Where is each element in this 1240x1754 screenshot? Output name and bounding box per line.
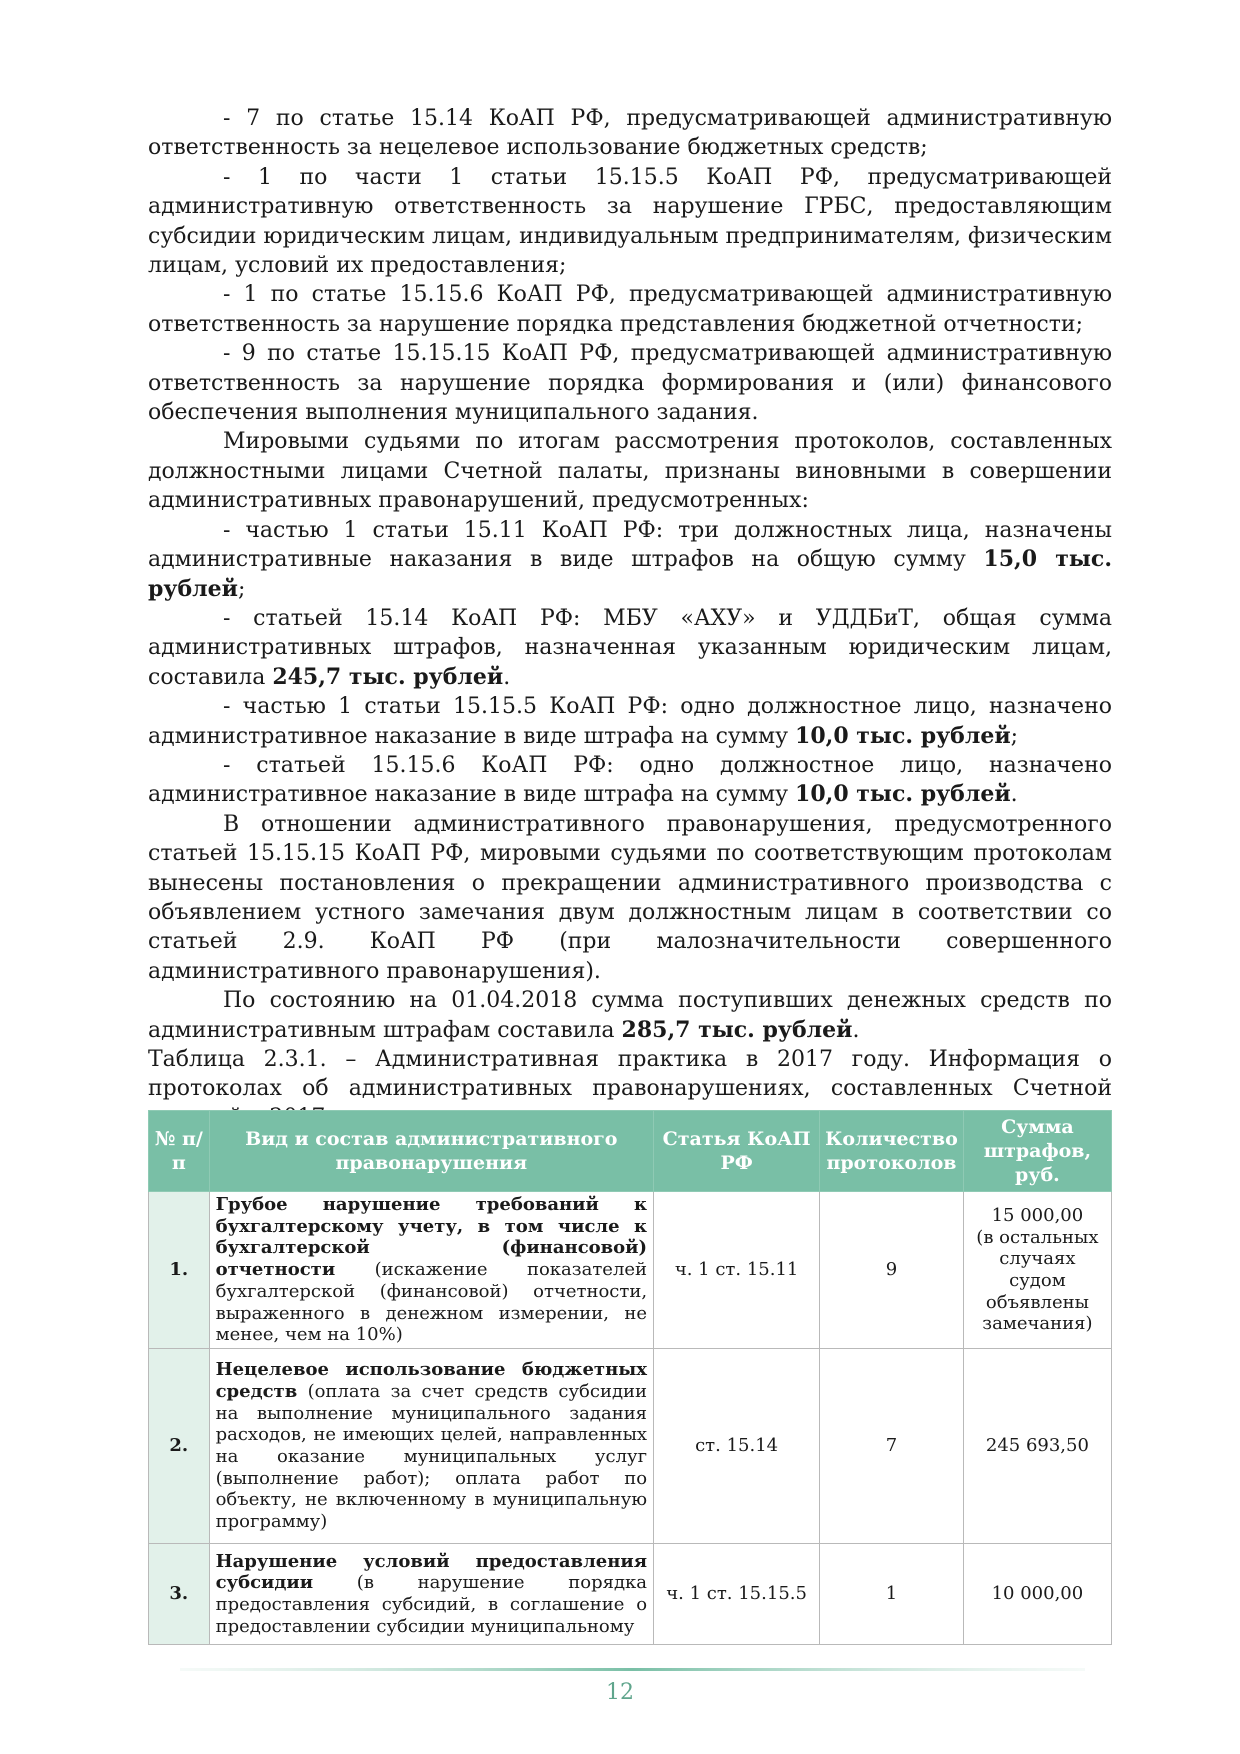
header-count: Количество протоколов [820, 1111, 964, 1192]
table-header-row [149, 1111, 1112, 1192]
header-type: Вид и состав административного правонарушения [209, 1111, 653, 1192]
body-paragraph [148, 751, 1112, 810]
paragraph-text: По состоянию на 01.04.2018 сумма поступивших денежных средств по административным штрафам составила [148, 988, 1112, 1043]
violation-details: (в нарушение порядка предоставления субсидий, в соглашение о предоставлении субсидии муниципальному [215, 1572, 648, 1637]
table-row [149, 1348, 1112, 1543]
article-cell: ч. 1 ст. 15.15.5 [654, 1543, 820, 1644]
sum-cell [963, 1192, 1111, 1349]
paragraph-text: - статьей 15.14 КоАП РФ: МБУ «АХУ» и УДДБиТ, общая сумма административных штрафов, назначенная указанным юридическим лицам, составила [148, 605, 1112, 690]
body-paragraph [148, 810, 1112, 986]
page-number: 12 [606, 1680, 634, 1705]
paragraph-text: ; [237, 576, 246, 602]
violation-details: (искажение показателей бухгалтерской (финансовой) отчетности, выраженного в денежном измерении, не менее, чем на 10%) [215, 1259, 648, 1346]
body-paragraph [148, 986, 1112, 1045]
paragraph-text: - 7 по статье 15.14 КоАП РФ, предусматривающей административную ответственность за нецелевое использование бюджетных средств; [148, 106, 1112, 161]
protocols-table [148, 1110, 1112, 1645]
count-cell: 7 [820, 1348, 964, 1543]
paragraph-text: . [503, 664, 511, 690]
body-paragraph [148, 163, 1112, 281]
paragraph-text: ; [1010, 723, 1019, 749]
row-number: 3. [149, 1543, 210, 1644]
paragraph-text: - 9 по статье 15.15.15 КоАП РФ, предусматривающей административную ответственность за нарушение порядка формирования и (или) финансового обеспечения выполнения муниципального задания. [148, 341, 1112, 426]
bold-amount: 285,7 тыс. рублей [621, 1016, 853, 1043]
violation-description [209, 1543, 653, 1644]
paragraph-text: Мировыми судьями по итогам рассмотрения протоколов, составленных должностными лицами Счетной палаты, признаны виновными в совершении административных правонарушений, предусмотренных: [148, 429, 1112, 514]
violation-details: (оплата за счет средств субсидии на выполнение муниципального задания расходов, не имеющих целей, направленных на оказание муниципальных услуг (выполнение работ); оплата работ по объекту, не включенному в муниципальную программу) [215, 1380, 648, 1533]
paragraph-text: . [1010, 782, 1018, 808]
paragraph-text: В отношении административного правонарушения, предусмотренного статьей 15.15.15 КоАП РФ, мировыми судьями по соответствующим протоколам вынесены постановления о прекращении административного производства с объявлением устного замечания двум должностным лицам в соответствии со статьей 2.9. КоАП РФ (при малозначительности совершенного административного правонарушения). [148, 811, 1112, 984]
bold-amount: 15,0 тыс. рублей [148, 546, 1112, 602]
paragraph-text: - статьей 15.15.6 КоАП РФ: одно должностное лицо, назначено административное наказание в виде штрафа на сумму [148, 752, 1112, 808]
violation-description [209, 1192, 653, 1349]
header-sum: Сумма штрафов, руб. [963, 1111, 1111, 1192]
body-paragraph [148, 516, 1112, 604]
paragraph-text: . [852, 1017, 860, 1043]
body-paragraph [148, 604, 1112, 692]
paragraph-text: - частью 1 статьи 15.11 КоАП РФ: три должностных лица, назначены административные наказания в виде штрафов на общую сумму [148, 517, 1112, 573]
sum-value: 10 000,00 [991, 1583, 1084, 1605]
sum-cell [963, 1348, 1111, 1543]
paragraph-text: - 1 по части 1 статьи 15.15.5 КоАП РФ, предусматривающей административную ответственность за нарушение ГРБС, предоставляющим субсидии юридическим лицам, индивидуальным предпринимателям, физическим лицам, условий их предоставления; [148, 164, 1112, 279]
article-cell: ч. 1 ст. 15.11 [654, 1192, 820, 1349]
bold-amount: 10,0 тыс. рублей [795, 722, 1011, 749]
document-body [148, 104, 1112, 1132]
row-number: 2. [149, 1348, 210, 1543]
article-cell: ст. 15.14 [654, 1348, 820, 1543]
violation-title: Нецелевое использование бюджетных средств [215, 1359, 648, 1402]
bold-amount: 10,0 тыс. рублей [795, 781, 1011, 808]
table-row [149, 1543, 1112, 1644]
paragraph-text: - 1 по статье 15.15.6 КоАП РФ, предусматривающей административную ответственность за нарушение порядка представления бюджетной отчетности; [148, 282, 1112, 337]
footer-divider [180, 1668, 1085, 1671]
paragraph-list [148, 104, 1112, 1045]
body-paragraph [148, 104, 1112, 163]
paragraph-text: - частью 1 статьи 15.15.5 КоАП РФ: одно должностное лицо, назначено административное наказание в виде штрафа на сумму [148, 694, 1112, 749]
header-num: № п/п [149, 1111, 210, 1192]
header-article: Статья КоАП РФ [654, 1111, 820, 1192]
bold-amount: 245,7 тыс. рублей [272, 663, 504, 690]
body-paragraph [148, 339, 1112, 427]
violation-title: Нарушение условий предоставления субсидии [215, 1550, 648, 1594]
table-row [149, 1192, 1112, 1349]
violation-title: Грубое нарушение требований к бухгалтерскому учету, в том числе к бухгалтерской (финансовой) отчетности [215, 1194, 648, 1281]
table-caption: Таблица 2.3.1. – Административная практика в 2017 году. Информация о протоколах об административных правонарушениях, составленных Счетной [148, 1047, 1112, 1101]
sum-value: 15 000,00 [991, 1204, 1084, 1226]
sum-value: 245 693,50 [985, 1435, 1089, 1457]
count-cell: 9 [820, 1192, 964, 1349]
violation-description [209, 1348, 653, 1543]
row-number: 1. [149, 1192, 210, 1349]
body-paragraph [148, 427, 1112, 515]
sum-note: (в остальных случаях судом объявлены замечания) [976, 1226, 1099, 1335]
body-paragraph [148, 692, 1112, 751]
count-cell: 1 [820, 1543, 964, 1644]
body-paragraph [148, 280, 1112, 339]
sum-cell [963, 1543, 1111, 1644]
